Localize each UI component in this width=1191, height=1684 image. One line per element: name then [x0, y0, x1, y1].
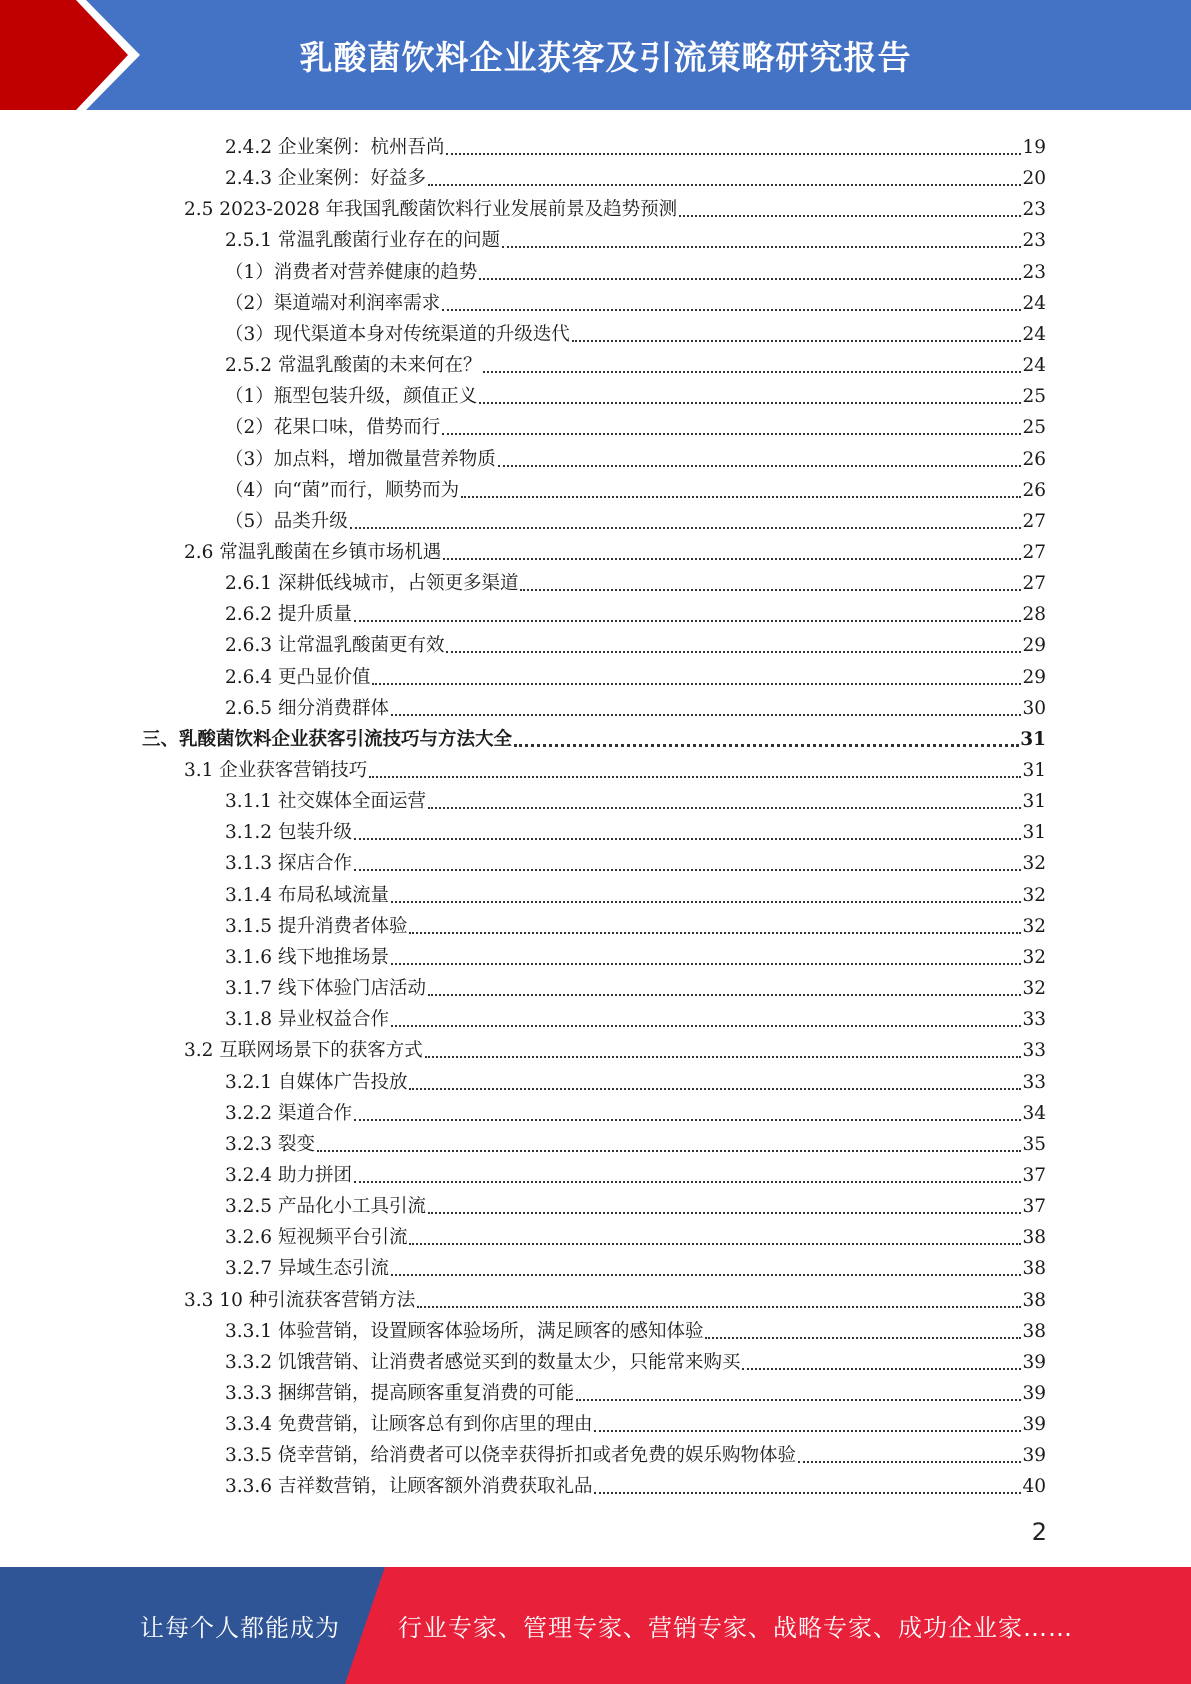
toc-entry[interactable]: [225, 1405, 1046, 1436]
toc-leader-dots: [417, 1306, 1021, 1308]
toc-entry-title: 2.6.5 细分消费群体: [225, 697, 389, 719]
toc-entry-page: 39: [1022, 1445, 1046, 1467]
toc-entry[interactable]: [225, 253, 1046, 284]
toc-entry[interactable]: [225, 1249, 1046, 1280]
toc-entry-title: （1）消费者对营养健康的趋势: [225, 261, 478, 283]
toc-entry[interactable]: [184, 751, 1046, 782]
toc-entry[interactable]: [225, 377, 1046, 408]
toc-entry[interactable]: [184, 190, 1046, 221]
toc-entry-title: 3.1.1 社交媒体全面运营: [225, 791, 426, 813]
toc-entry-title: 3.1.6 线下地推场景: [225, 946, 389, 968]
toc-entry-page: 37: [1022, 1164, 1046, 1186]
toc-entry-title: （4）向“菌”而行，顺势而为: [225, 479, 460, 501]
toc-entry-page: 24: [1022, 323, 1046, 345]
toc-entry-title: 2.6.3 让常温乳酸菌更有效: [225, 635, 445, 657]
toc-entry[interactable]: [225, 844, 1046, 875]
toc-leader-dots: [317, 1150, 1022, 1152]
toc-entry[interactable]: [225, 1312, 1046, 1343]
toc-entry-page: 32: [1022, 915, 1046, 937]
toc-entry-title: 3.3.4 免费营销，让顾客总有到你店里的理由: [225, 1414, 593, 1436]
toc-entry-title: 三、乳酸菌饮料企业获客引流技巧与方法大全: [142, 728, 513, 750]
page-number: 2: [1031, 1518, 1047, 1546]
toc-entry[interactable]: [225, 876, 1046, 907]
toc-entry[interactable]: [225, 689, 1046, 720]
toc-entry-page: 23: [1022, 261, 1046, 283]
toc-leader-dots: [446, 153, 1021, 155]
toc-leader-dots: [350, 527, 1022, 529]
page-header: [0, 0, 1191, 110]
toc-entry-title: 3.1.8 异业权益合作: [225, 1009, 389, 1031]
toc-leader-dots: [391, 963, 1021, 965]
toc-entry-title: 2.4.3 企业案例：好益多: [225, 168, 426, 190]
toc-leader-dots: [391, 1274, 1021, 1276]
toc-leader-dots: [428, 807, 1021, 809]
page-footer: [0, 1567, 1191, 1684]
toc-leader-dots: [502, 246, 1021, 248]
toc-leader-dots: [354, 1119, 1022, 1121]
toc-entry-title: 3.3.1 体验营销，设置顾客体验场所，满足顾客的感知体验: [225, 1320, 704, 1342]
toc-entry[interactable]: [225, 595, 1046, 626]
toc-leader-dots: [442, 309, 1021, 311]
toc-leader-dots: [354, 869, 1022, 871]
toc-entry-title: 2.6.1 深耕低线城市，占领更多渠道: [225, 573, 519, 595]
toc-entry[interactable]: [225, 471, 1046, 502]
toc-entry-title: 3.3.6 吉祥数营销，让顾客额外消费获取礼品: [225, 1476, 593, 1498]
toc-entry-page: 39: [1022, 1414, 1046, 1436]
toc-leader-dots: [798, 1461, 1021, 1463]
toc-entry-title: 3.2.7 异域生态引流: [225, 1258, 389, 1280]
toc-entry[interactable]: [225, 128, 1046, 159]
toc-entry-title: 3.1.4 布局私域流量: [225, 884, 389, 906]
toc-entry-page: 27: [1022, 573, 1046, 595]
toc-leader-dots: [354, 838, 1022, 840]
toc-entry-title: 3.2.2 渠道合作: [225, 1102, 352, 1124]
toc-entry-title: （1）瓶型包装升级，颜值正义: [225, 386, 478, 408]
toc-leader-dots: [354, 1181, 1022, 1183]
toc-entry-title: 3.3.2 饥饿营销、让消费者感觉买到的数量太少，只能常来购买: [225, 1351, 741, 1373]
toc-entry-page: 40: [1022, 1476, 1046, 1498]
toc-entry-title: （3）加点料，增加微量营养物质: [225, 448, 496, 470]
toc-entry[interactable]: [225, 408, 1046, 439]
toc-entry-page: 33: [1022, 1071, 1046, 1093]
toc-leader-dots: [369, 776, 1021, 778]
toc-entry-page: 29: [1022, 666, 1046, 688]
toc-leader-dots: [354, 620, 1022, 622]
toc-entry-page: 28: [1022, 604, 1046, 626]
footer-slogan-right: 行业专家、管理专家、营销专家、战略专家、成功企业家……: [398, 1614, 1073, 1642]
toc-entry[interactable]: [225, 159, 1046, 190]
toc-entry-page: 38: [1022, 1320, 1046, 1342]
toc-entry-title: 2.6 常温乳酸菌在乡镇市场机遇: [184, 541, 442, 563]
toc-leader-dots: [479, 278, 1021, 280]
toc-leader-dots: [428, 994, 1021, 996]
toc-entry[interactable]: [225, 782, 1046, 813]
toc-entry[interactable]: [225, 1000, 1046, 1031]
toc-entry-title: （2）花果口味，借势而行: [225, 417, 441, 439]
toc-entry-title: 3.1.7 线下体验门店活动: [225, 978, 426, 1000]
toc-entry-page: 35: [1022, 1133, 1046, 1155]
toc-entry[interactable]: [225, 1156, 1046, 1187]
toc-entry[interactable]: [225, 1187, 1046, 1218]
toc-entry-title: （2）渠道端对利润率需求: [225, 292, 441, 314]
toc-leader-dots: [425, 1056, 1022, 1058]
toc-entry[interactable]: [225, 1218, 1046, 1249]
toc-entry-page: 32: [1022, 978, 1046, 1000]
toc-entry[interactable]: [184, 1281, 1046, 1312]
toc-entry[interactable]: [225, 1467, 1046, 1498]
toc-entry-title: 2.5 2023-2028 年我国乳酸菌饮料行业发展前景及趋势预测: [184, 199, 678, 221]
toc-entry-title: 2.6.2 提升质量: [225, 604, 352, 626]
toc-entry-title: 3.1.3 探店合作: [225, 853, 352, 875]
toc-entry-title: 3.1.2 包装升级: [225, 822, 352, 844]
toc-leader-dots: [391, 1025, 1021, 1027]
toc-entry-page: 26: [1022, 448, 1046, 470]
toc-entry-page: 34: [1022, 1102, 1046, 1124]
toc-entry[interactable]: [225, 969, 1046, 1000]
toc-entry-title: 3.2 互联网场景下的获客方式: [184, 1040, 423, 1062]
toc-entry[interactable]: [184, 533, 1046, 564]
toc-entry-page: 31: [1022, 760, 1046, 781]
toc-leader-dots: [520, 589, 1021, 591]
toc-leader-dots: [442, 433, 1021, 435]
toc-leader-dots: [428, 184, 1021, 186]
toc-leader-dots: [742, 1368, 1021, 1370]
toc-entry-title: 2.5.1 常温乳酸菌行业存在的问题: [225, 230, 500, 252]
toc-entry-page: 23: [1022, 199, 1046, 221]
toc-entry-page: 37: [1022, 1196, 1046, 1218]
toc-leader-dots: [391, 901, 1021, 903]
footer-slogan-left: 让每个人都能成为: [140, 1614, 340, 1642]
toc-entry[interactable]: [225, 907, 1046, 938]
toc-leader-dots: [409, 1243, 1021, 1245]
toc-entry-page: 19: [1022, 137, 1046, 158]
toc-leader-dots: [391, 714, 1021, 716]
toc-entry-page: 24: [1022, 355, 1046, 377]
toc-leader-dots: [498, 465, 1022, 467]
toc-entry-page: 31: [1022, 822, 1046, 844]
toc-entry[interactable]: [225, 221, 1046, 252]
toc-entry-title: 3.2.5 产品化小工具引流: [225, 1196, 426, 1218]
toc-entry-page: 25: [1022, 417, 1046, 439]
toc-entry-title: 3.3.3 捆绑营销，提高顾客重复消费的可能: [225, 1383, 574, 1404]
toc-entry-page: 38: [1022, 1227, 1046, 1249]
toc-entry-title: 3.2.4 助力拼团: [225, 1164, 352, 1186]
toc-entry-page: 38: [1022, 1258, 1046, 1280]
toc-leader-dots: [443, 558, 1021, 560]
toc-entry-title: 3.2.3 裂变: [225, 1133, 315, 1155]
toc-entry[interactable]: [225, 626, 1046, 657]
toc-entry-title: （5）品类升级: [225, 510, 348, 532]
toc-leader-dots: [409, 1088, 1021, 1090]
toc-entry[interactable]: [225, 1094, 1046, 1125]
toc-entry-page: 39: [1022, 1383, 1046, 1404]
toc-entry-page: 23: [1022, 230, 1046, 252]
toc-leader-dots: [576, 1399, 1021, 1401]
toc-entry[interactable]: [225, 658, 1046, 689]
toc-leader-dots: [514, 744, 1019, 747]
toc-entry[interactable]: [225, 813, 1046, 844]
toc-entry-page: 27: [1022, 510, 1046, 532]
toc-leader-dots: [446, 651, 1021, 653]
toc-leader-dots: [461, 496, 1021, 498]
toc-entry-page: 26: [1022, 479, 1046, 501]
toc-entry[interactable]: [184, 1031, 1046, 1062]
toc-leader-dots: [479, 402, 1021, 404]
toc-entry-page: 32: [1022, 853, 1046, 875]
toc-entry-page: 31: [1022, 791, 1046, 813]
toc-entry[interactable]: [142, 720, 1046, 751]
toc-leader-dots: [679, 215, 1021, 217]
toc-entry-title: 3.2.1 自媒体广告投放: [225, 1071, 408, 1093]
toc-leader-dots: [428, 1212, 1021, 1214]
toc-entry-title: 3.2.6 短视频平台引流: [225, 1227, 408, 1249]
toc-entry-page: 30: [1022, 697, 1046, 719]
header-title: 乳酸菌饮料企业获客及引流策略研究报告: [299, 37, 912, 77]
toc-entry-page: 31: [1020, 728, 1046, 750]
toc-entry-title: 3.1 企业获客营销技巧: [184, 760, 368, 781]
toc-entry-page: 20: [1022, 168, 1046, 190]
toc-entry[interactable]: [225, 1374, 1046, 1405]
toc-leader-dots: [594, 1430, 1021, 1432]
toc-entry-page: 29: [1022, 635, 1046, 657]
toc-entry[interactable]: [225, 938, 1046, 969]
toc-entry[interactable]: [225, 284, 1046, 315]
toc-entry-title: 3.1.5 提升消费者体验: [225, 915, 408, 937]
toc-entry[interactable]: [225, 502, 1046, 533]
toc-entry-title: 3.3 10 种引流获客营销方法: [184, 1289, 416, 1311]
toc-leader-dots: [594, 1492, 1021, 1494]
toc-entry-page: 24: [1022, 292, 1046, 314]
toc-entry[interactable]: [225, 346, 1046, 377]
toc-entry-page: 25: [1022, 386, 1046, 408]
toc-entry-page: 38: [1022, 1289, 1046, 1311]
toc-entry-page: 39: [1022, 1351, 1046, 1373]
toc-entry-title: 2.5.2 常温乳酸菌的未来何在？: [225, 355, 482, 377]
toc-entry-page: 27: [1022, 541, 1046, 563]
toc-leader-dots: [372, 683, 1021, 685]
toc-entry-page: 32: [1022, 946, 1046, 968]
toc-entry-page: 32: [1022, 884, 1046, 906]
toc-entry-title: （3）现代渠道本身对传统渠道的升级迭代: [225, 323, 570, 345]
toc-leader-dots: [409, 932, 1021, 934]
toc-entry[interactable]: [225, 440, 1046, 471]
toc-entry[interactable]: [225, 1343, 1046, 1374]
toc-entry-title: 2.4.2 企业案例：杭州吾尚: [225, 137, 445, 158]
toc-entry[interactable]: [225, 564, 1046, 595]
toc-leader-dots: [483, 371, 1021, 373]
toc-entry-title: 2.6.4 更凸显价值: [225, 666, 371, 688]
toc-entry-page: 33: [1022, 1009, 1046, 1031]
toc-entry-page: 33: [1022, 1040, 1046, 1062]
toc-entry[interactable]: [225, 1436, 1046, 1467]
toc-leader-dots: [572, 340, 1022, 342]
toc-entry[interactable]: [225, 1063, 1046, 1094]
toc-entry[interactable]: [225, 315, 1046, 346]
toc-entry-title: 3.3.5 侥幸营销，给消费者可以侥幸获得折扣或者免费的娱乐购物体验: [225, 1445, 796, 1467]
toc-entry[interactable]: [225, 1125, 1046, 1156]
toc-leader-dots: [705, 1337, 1021, 1339]
